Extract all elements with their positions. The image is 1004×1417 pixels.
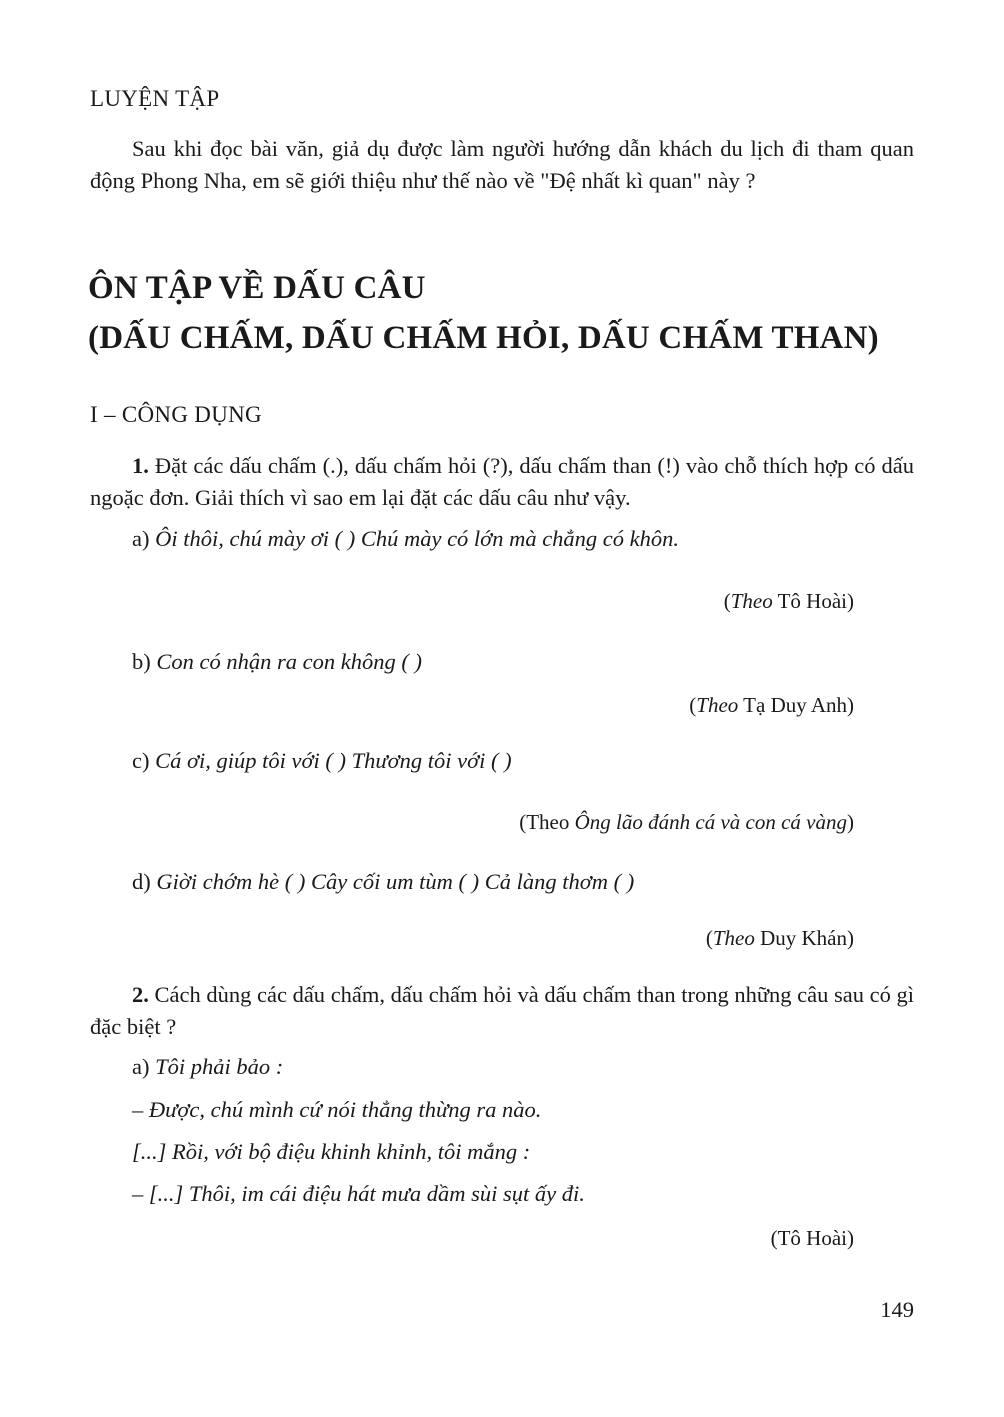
example-text: Con có nhận ra con không ( )	[156, 649, 422, 674]
source-b: (Theo Tạ Duy Anh)	[689, 693, 854, 717]
example-text: Ôi thôi, chú mày ơi ( ) Chú mày có lớn mà chẳng có khôn.	[155, 526, 680, 551]
example-b	[132, 649, 422, 675]
question-2	[90, 979, 914, 1043]
practice-text: Sau khi đọc bài văn, giả dụ được làm người hướng dẫn khách du lịch đi tham quan động Phong Nha, em sẽ giới thiệu như thế nào về "Đệ nhất kì quan" này ?	[90, 136, 914, 193]
question-2-number: 2.	[132, 982, 149, 1007]
example-label: d)	[132, 869, 151, 894]
question-1-number: 1.	[132, 453, 149, 478]
example-label: a)	[132, 526, 150, 551]
page-number: 149	[880, 1297, 914, 1322]
q2-line-1: a) Tôi phải bảo :	[132, 1054, 284, 1079]
question-1-text: Đặt các dấu chấm (.), dấu chấm hỏi (?), dấu chấm than (!) vào chỗ thích hợp có dấu ngoặc đơn. Giải thích vì sao em lại đặt các dấu câu như vậy.	[90, 453, 914, 510]
example-text: Giời chớm hè ( ) Cây cối um tùm ( ) Cả làng thơm ( )	[156, 869, 635, 894]
source-d: (Theo Duy Khán)	[705, 926, 854, 950]
source-c: (Theo Ông lão đánh cá và con cá vàng)	[519, 810, 854, 834]
lesson-title-line2: (DẤU CHẤM, DẤU CHẤM HỎI, DẤU CHẤM THAN)	[88, 320, 879, 356]
question-1	[90, 450, 914, 514]
question-2-text: Cách dùng các dấu chấm, dấu chấm hỏi và dấu chấm than trong những câu sau có gì đặc biệt ?	[90, 982, 914, 1039]
section-heading: I – CÔNG DỤNG	[90, 402, 262, 427]
lesson-title-line1: ÔN TẬP VỀ DẤU CÂU	[88, 270, 426, 306]
example-c	[132, 748, 512, 774]
q2-line-3: [...] Rồi, với bộ điệu khinh khỉnh, tôi mắng :	[132, 1139, 531, 1164]
example-text: Cá ơi, giúp tôi với ( ) Thương tôi với ( )	[155, 748, 512, 773]
source-q2: (Tô Hoài)	[770, 1226, 854, 1250]
example-d	[132, 869, 634, 895]
practice-heading: LUYỆN TẬP	[90, 86, 220, 111]
practice-paragraph	[90, 133, 914, 197]
q2-line-2: – Được, chú mình cứ nói thẳng thừng ra nào.	[132, 1097, 542, 1122]
example-label: b)	[132, 649, 151, 674]
example-a	[132, 526, 679, 552]
example-label: c)	[132, 748, 150, 773]
source-a: (Theo Tô Hoài)	[723, 589, 854, 613]
example-label: a)	[132, 1054, 150, 1079]
q2-line-4: – [...] Thôi, im cái điệu hát mưa dầm sùi sụt ấy đi.	[132, 1181, 585, 1206]
